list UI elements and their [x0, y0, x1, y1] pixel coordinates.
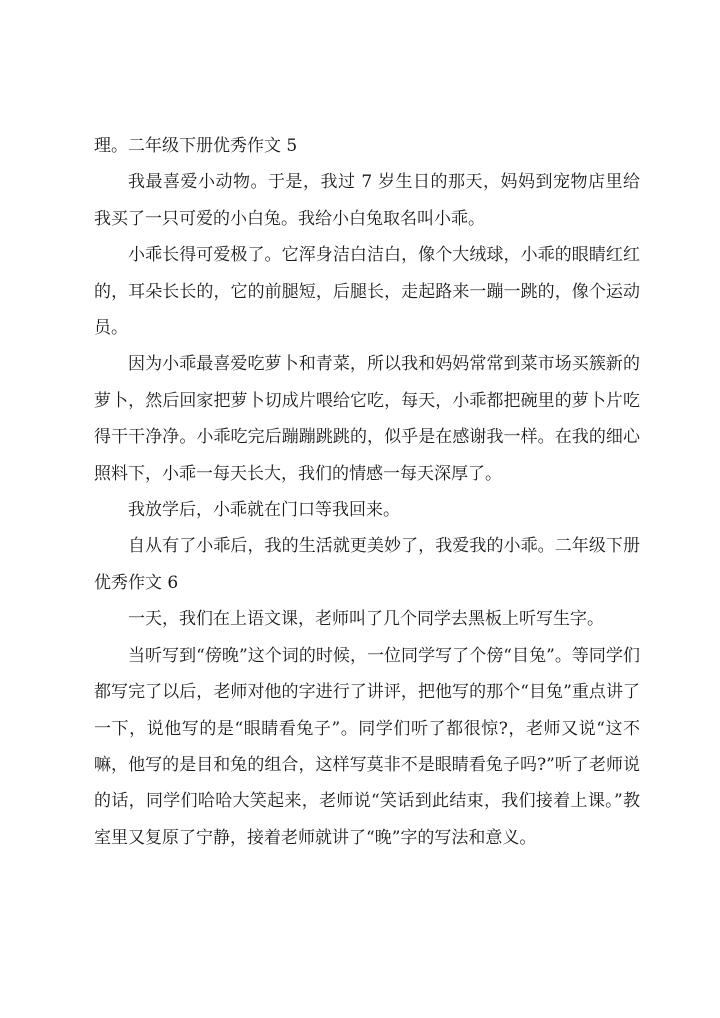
paragraph-continuation: 理。二年级下册优秀作文 5 [94, 136, 298, 156]
paragraph: 自从有了小乖后，我的生活就更美妙了，我爱我的小乖。二年级下册优秀作文 6 [94, 536, 640, 593]
paragraph: 一天，我们在上语文课，老师叫了几个同学去黑板上听写生字。 [128, 609, 604, 630]
paragraph: 因为小乖最喜爱吃萝卜和青菜，所以我和妈妈常常到菜市场买簇新的萝卜，然后回家把萝卜切成片喂给它吃，每天，小乖都把碗里的萝卜片吃得干干净净。小乖吃完后蹦蹦跳跳的，似乎是在感谢我一样。在我的细心照料下，小乖一每天长大，我们的情感一每天深厚了。 [94, 354, 640, 484]
paragraph: 当听写到“傍晚”这个词的时候，一位同学写了个傍“目兔”。等同学们都写完了以后，老师对他的字进行了讲评，把他写的那个“目兔”重点讲了一下，说他写的是“眼睛看兔子”。同学们听了都很惊?，老师又说“这不嘛，他写的是目和兔的组合，这样写莫非不是眼睛看兔子吗?”听了老师说的话，同学们哈哈大笑起来，老师说“笑话到此结束，我们接着上课。”教室里又复原了宁静，接着老师就讲了“晚”字的写法和意义。 [94, 645, 640, 848]
paragraph: 我最喜爱小动物。于是，我过 7 岁生日的那天，妈妈到宠物店里给我买了一只可爱的小白兔。我给小白兔取名叫小乖。 [94, 172, 640, 229]
paragraph: 我放学后，小乖就在门口等我回来。 [128, 500, 400, 521]
paragraph: 小乖长得可爱极了。它浑身洁白洁白，像个大绒球，小乖的眼睛红红的，耳朵长长的，它的前腿短，后腿长，走起路来一蹦一跳的，像个运动员。 [94, 245, 640, 339]
document-body [94, 128, 640, 856]
